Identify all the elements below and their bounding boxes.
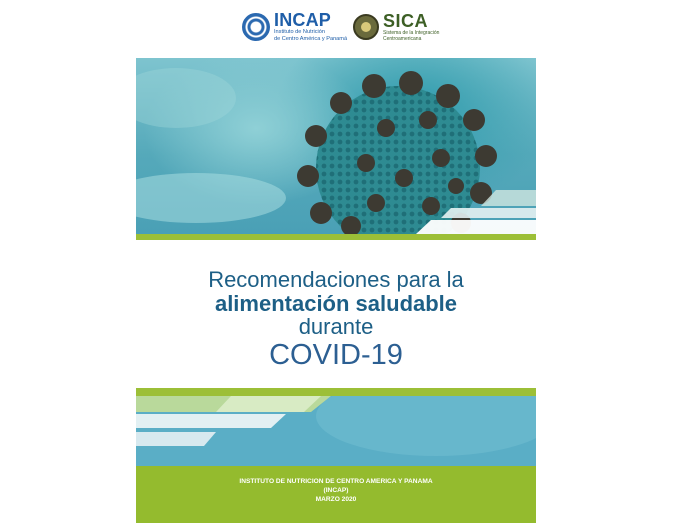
title-line-4: COVID-19 [269,339,403,371]
cover-image [136,58,536,234]
incap-logo-subtitle-1: Instituto de Nutrición [274,29,325,36]
bottom-accent-bar [136,388,536,396]
title-line-3: durante [298,314,374,339]
sica-logo-name: SICA [383,11,429,31]
incap-emblem-icon [242,13,270,41]
title-line-1: Recomendaciones para la [208,267,464,292]
bottom-image [136,396,536,466]
coronavirus-icon [136,58,536,234]
sica-logo-subtitle-1: Sistema de la Integración [383,30,440,36]
page-title [136,268,536,372]
incap-logo-name: INCAP [274,10,332,31]
footer-band [136,466,536,523]
sica-logo-subtitle-2: Centroamericana [383,36,422,42]
bottom-decoration [136,396,536,466]
footer-acronym: (INCAP) [323,487,349,494]
sica-logo [353,10,439,44]
sica-emblem-icon [353,14,379,40]
top-accent-bar [136,234,536,240]
incap-logo-subtitle-2: de Centro América y Panamá [274,36,348,42]
footer-institution: INSTITUTO DE NUTRICION DE CENTRO AMERICA Y PANAMA [239,478,433,485]
title-line-2: alimentación saludable [214,291,458,316]
incap-logo [242,10,347,44]
footer-date: MARZO 2020 [315,496,357,503]
